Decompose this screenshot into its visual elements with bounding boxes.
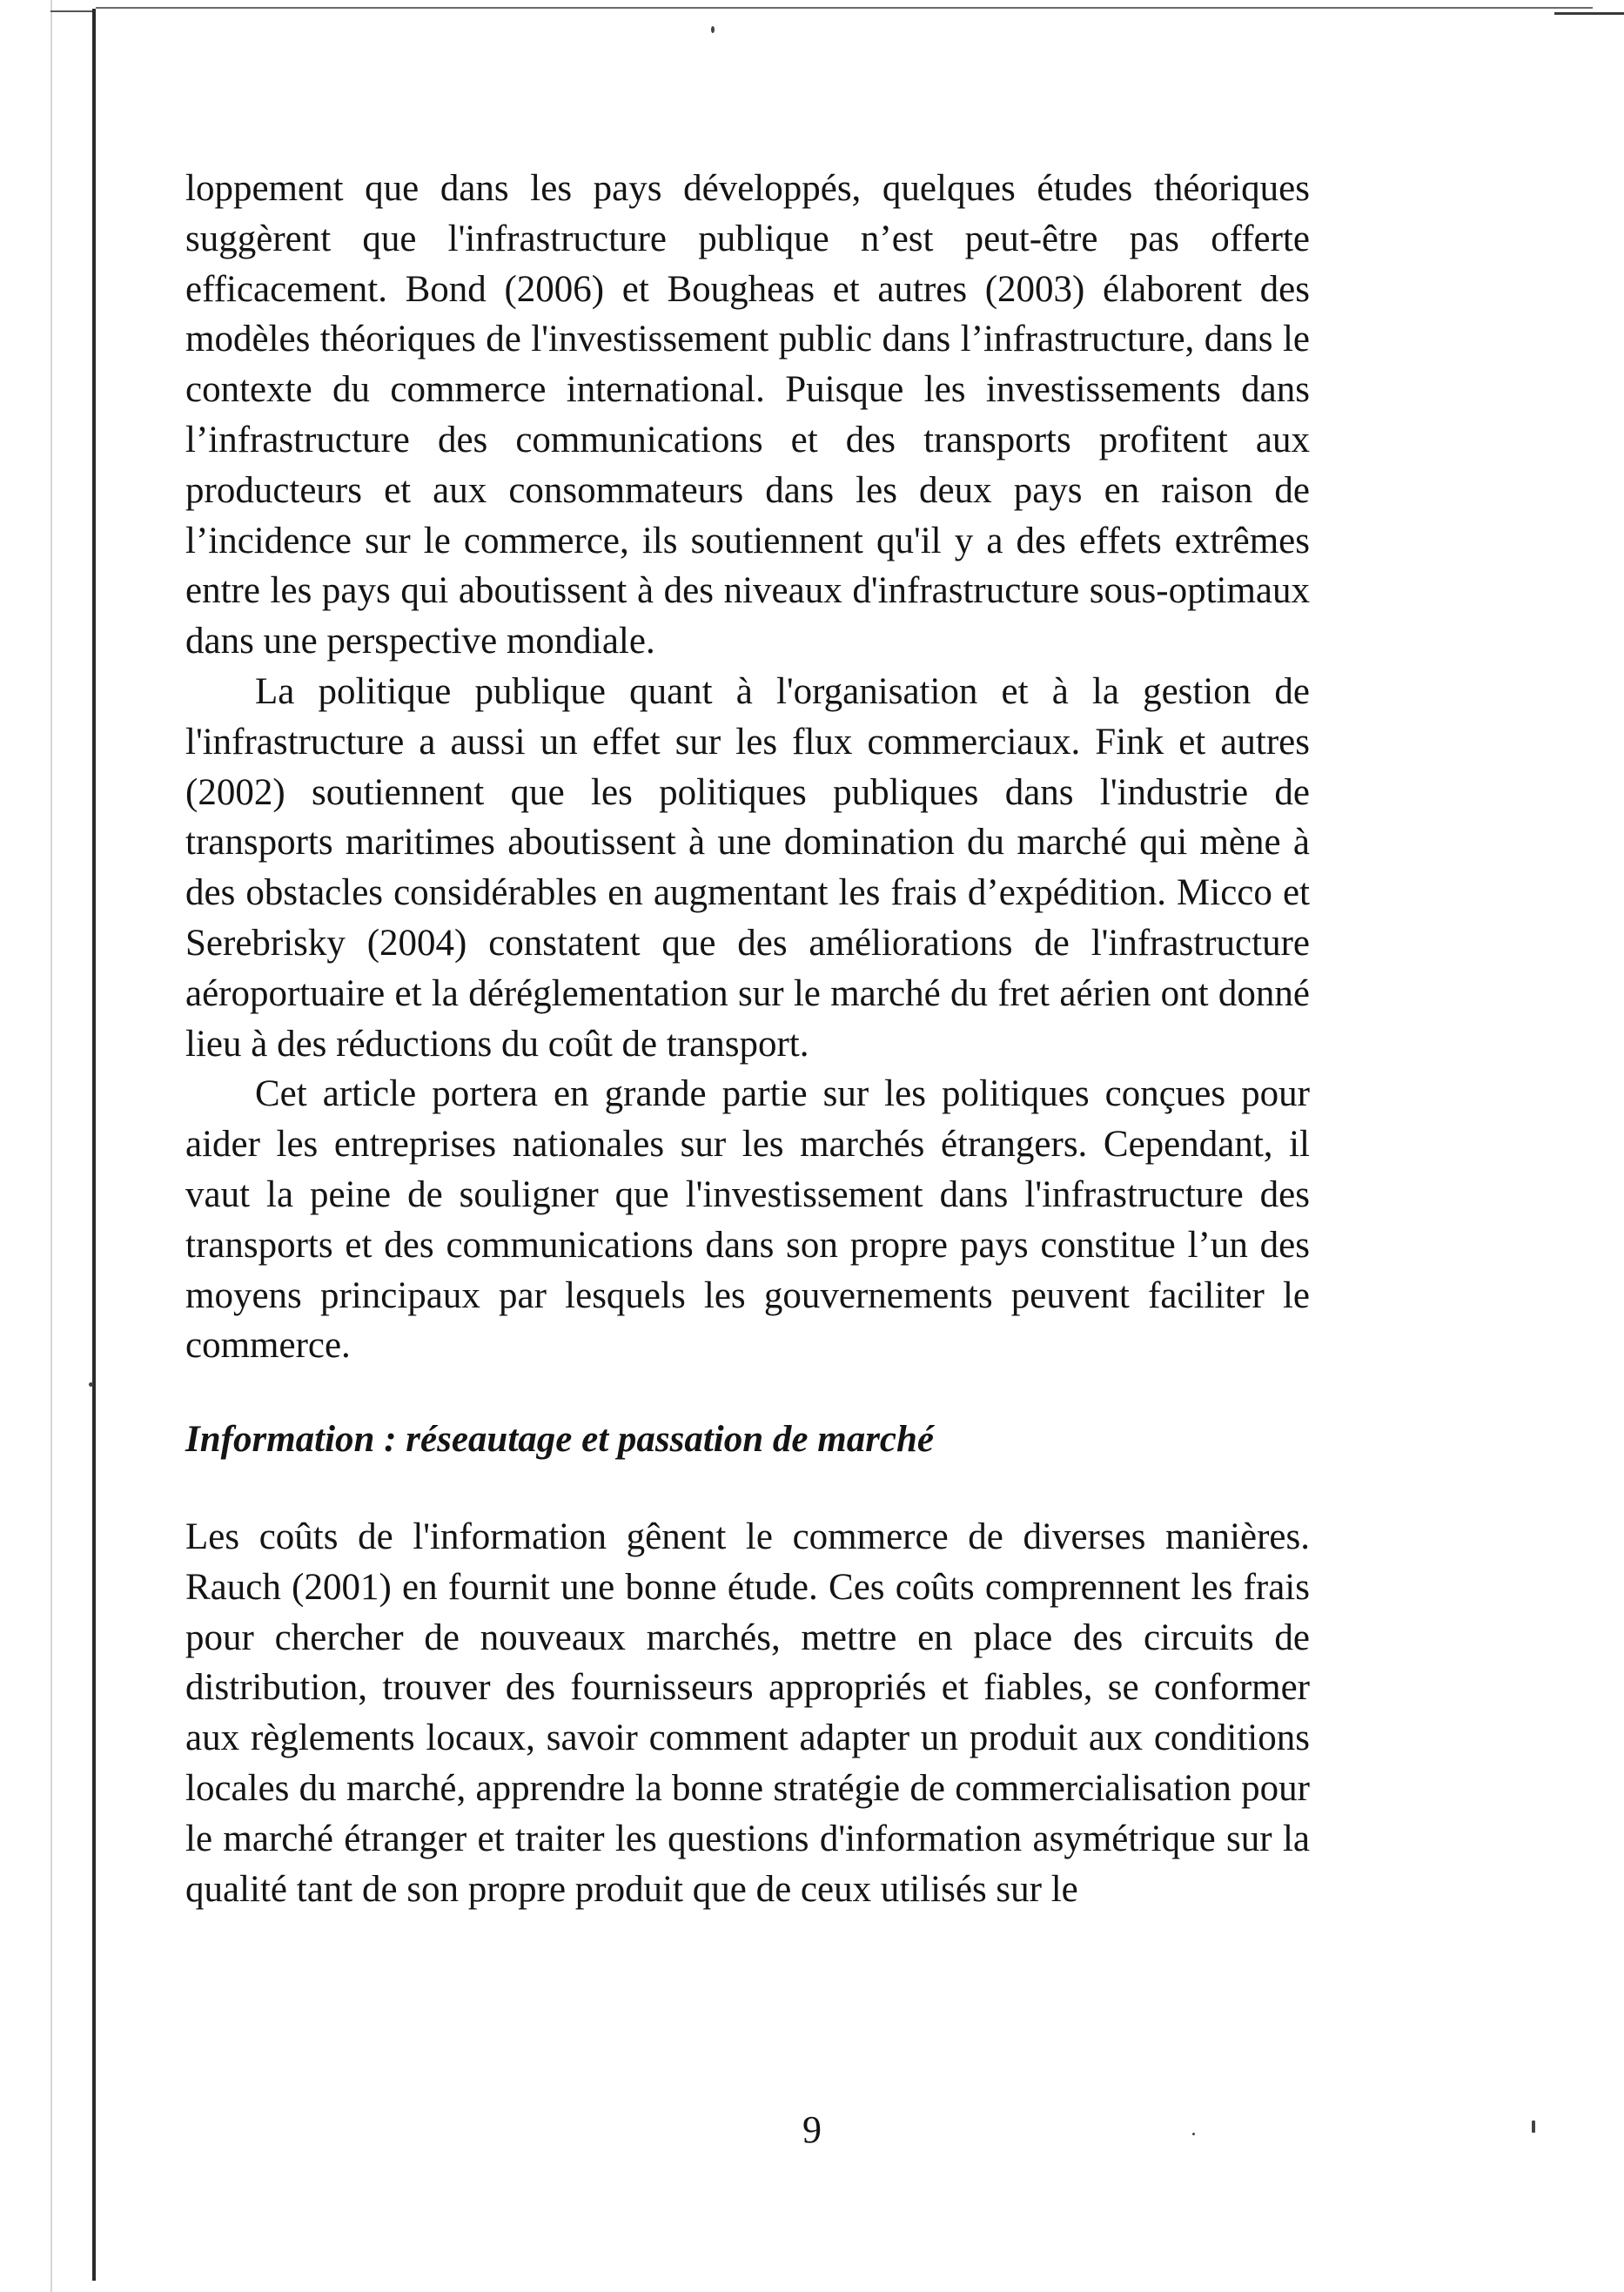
scan-top-edge-mark	[1554, 12, 1624, 15]
scan-top-edge	[96, 7, 1593, 9]
page-number: 9	[802, 2108, 822, 2151]
scan-edge	[50, 0, 52, 2292]
scan-speck	[711, 26, 715, 33]
section-paragraph: Les coûts de l'information gênent le commerce de diverses manières. Rauch (2001) en fournit une bonne étude. Ces coûts comprennent les frais pour chercher de nouveaux marchés, mettre en place des circuits de distribution, trouver des fournisseurs appropriés et fiables, se conformer aux règlements locaux, savoir comment adapter un produit aux conditions locales du marché, apprendre la bonne stratégie de commercialisation pour le marché étranger et traiter les questions d'information asymétrique sur la qualité tant de son propre produit que de ceux utilisés sur le	[185, 1516, 1310, 1910]
page-body	[185, 164, 1310, 1914]
body-paragraph: La politique publique quant à l'organisation et à la gestion de l'infrastructure a aussi un effet sur les flux commerciaux. Fink et autres (2002) soutiennent que les politiques publiques dans l'industrie de transports maritimes aboutissent à une domination du marché qui mène à des obstacles considérables en augmentant les frais d’expédition. Micco et Serebrisky (2004) constatent que des améliorations de l'infrastructure aéroportuaire et la déréglementation sur le marché du fret aérien ont donné lieu à des réductions du coût de transport.	[185, 670, 1310, 1065]
body-paragraph: loppement que dans les pays développés, quelques études théoriques suggèrent que l'infrastructure publique n’est peut-être pas offerte efficacement. Bond (2006) et Bougheas et autres (2003) élaborent des modèles théoriques de l'investissement public dans l’infrastructure, dans le contexte du commerce international. Puisque les investissements dans l’infrastructure des communications et des transports profitent aux producteurs et aux consommateurs dans les deux pays en raison de l’incidence sur le commerce, ils soutiennent qu'il y a des effets extrêmes entre les pays qui aboutissent à des niveaux d'infrastructure sous-optimaux dans une perspective mondiale.	[185, 168, 1310, 662]
body-paragraph: Cet article portera en grande partie sur les politiques conçues pour aider les entreprises nationales sur les marchés étrangers. Cependant, il vaut la peine de souligner que l'investissement dans l'infrastructure des transports et des communications dans son propre pays constitue l’un des moyens principaux par lesquels les gouvernements peuvent faciliter le commerce.	[185, 1073, 1310, 1367]
scan-speck	[89, 1382, 93, 1387]
section-heading: Information : réseautage et passation de marché	[185, 1419, 935, 1461]
scan-corner-mark	[50, 0, 96, 12]
scan-binding-line	[92, 9, 96, 2281]
